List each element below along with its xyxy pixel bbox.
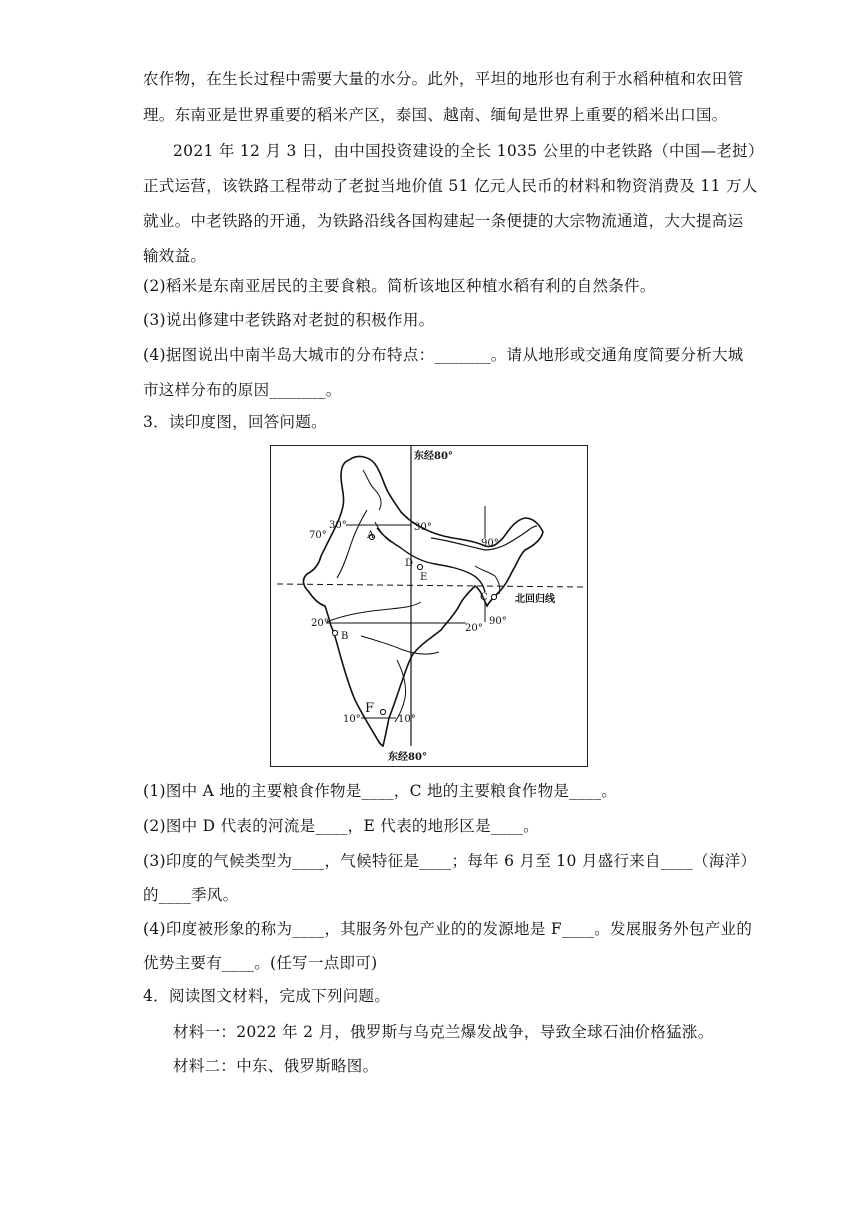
tropic-of-cancer-line [277,584,583,587]
question-3-3-line1: (3)印度的气候类型为____，气候特征是____；每年 6 月至 10 月盛行来自____（海洋） [143,852,757,870]
india-outline [303,457,543,746]
lon90-right-label: 90° [489,616,507,627]
question-2-4-line1: (4)据图说出中南半岛大城市的分布特点：_______。请从地形或交通角度简要分析大城 [143,346,744,364]
question-3-title: 3．读印度图，回答问题。 [143,413,327,431]
point-c-label: C [480,592,488,603]
lat30-left-label: 30° [329,520,347,531]
point-f-marker [380,709,385,714]
question-3-4-line1: (4)印度被形象的称为____，其服务外包产业的的发源地是 F____。发展服务外包产业的 [143,920,753,938]
lat30-right-label: 30° [414,522,432,533]
lon90-top-label: 90° [481,538,499,549]
point-c-marker [491,594,496,599]
india-map [270,445,588,767]
point-f-label: F [365,701,375,716]
material-1: 材料一：2022 年 2 月，俄罗斯与乌克兰爆发战争，导致全球石油价格猛涨。 [173,1023,714,1041]
meridian-label-bottom: 东经80° [388,752,427,763]
point-e-marker [417,564,422,569]
lat20-right-label: 20° [465,623,483,634]
point-a-label: A [367,530,375,541]
question-3-1: (1)图中 A 地的主要粮食作物是____，C 地的主要粮食作物是____。 [143,782,618,800]
meridian-label-top: 东经80° [414,451,453,462]
question-2-2: (2)稻米是东南亚居民的主要食粮。简析该地区种植水稻有利的自然条件。 [143,277,656,295]
tropic-label: 北回归线 [515,594,555,605]
lat20-left-label: 20° [311,618,329,629]
point-e-label: E [420,572,428,583]
lon70-label: 70° [309,530,327,541]
question-3-4-line2: 优势主要有____。(任写一点即可) [143,954,378,972]
passage-line: 正式运营，该铁路工程带动了老挝当地价值 51 亿元人民币的材料和物资消费及 11 万人 [143,177,758,195]
passage-line: 就业。中老铁路的开通，为铁路沿线各国构建起一条便捷的大宗物流通道，大大提高运 [143,212,744,230]
passage-line: 输效益。 [143,247,207,265]
passage-line: 2021 年 12 月 3 日，由中国投资建设的全长 1035 公里的中老铁路（中国—老挝） [173,142,764,160]
lat10-left-label: 10° [343,714,361,725]
ganges-river [377,528,485,592]
india-map-drawing [271,446,589,768]
point-b-marker [332,630,337,635]
question-2-3: (3)说出修建中老铁路对老挝的积极作用。 [143,311,435,329]
lat10-right-label: 10° [398,714,416,725]
question-3-2: (2)图中 D 代表的河流是____，E 代表的地形区是____。 [143,817,539,835]
point-d-label: D [405,558,414,569]
point-b-label: B [341,631,349,642]
question-3-3-line2: 的____季风。 [143,886,239,904]
material-2: 材料二：中东、俄罗斯略图。 [173,1057,379,1075]
question-2-4-line2: 市这样分布的原因_______。 [143,381,342,399]
passage-line: 理。东南亚是世界重要的稻米产区，泰国、越南、缅甸是世界上重要的稻米出口国。 [143,106,728,124]
passage-line: 农作物，在生长过程中需要大量的水分。此外，平坦的地形也有利于水稻种植和农田管 [143,70,744,88]
question-4-title: 4．阅读图文材料，完成下列问题。 [143,987,391,1005]
